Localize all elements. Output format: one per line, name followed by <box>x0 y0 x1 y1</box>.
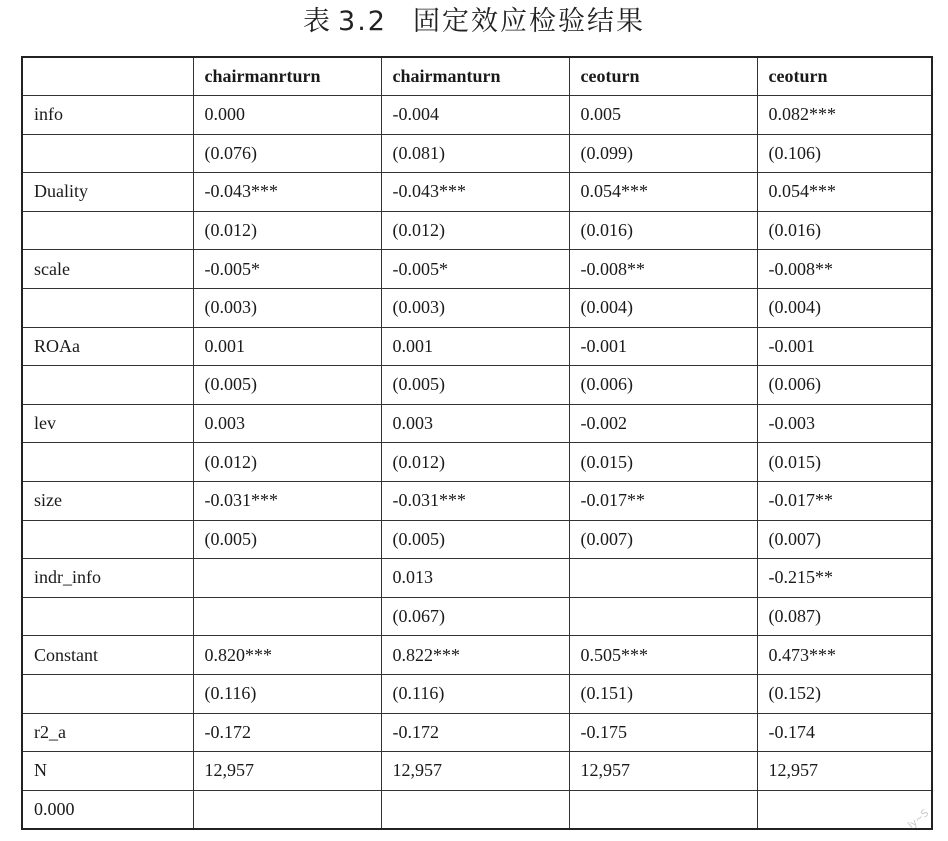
value-cell: (0.116) <box>193 674 381 713</box>
value-cell <box>569 790 757 829</box>
value-cell: (0.015) <box>569 443 757 482</box>
value-cell: -0.043*** <box>193 173 381 212</box>
value-cell: (0.004) <box>569 288 757 327</box>
value-cell: 0.005 <box>569 96 757 135</box>
value-cell: 12,957 <box>569 752 757 791</box>
table-row <box>22 211 932 250</box>
value-cell: 0.505*** <box>569 636 757 675</box>
row-label-cell: ROAa <box>22 327 193 366</box>
value-cell: -0.172 <box>193 713 381 752</box>
value-cell: (0.081) <box>381 134 569 173</box>
row-label-cell <box>22 443 193 482</box>
row-label-cell <box>22 597 193 636</box>
table-row <box>22 790 932 829</box>
value-cell: -0.215** <box>757 559 932 598</box>
value-cell: -0.008** <box>757 250 932 289</box>
value-cell: (0.007) <box>569 520 757 559</box>
value-cell: -0.031*** <box>193 481 381 520</box>
value-cell <box>569 559 757 598</box>
value-cell: (0.005) <box>381 520 569 559</box>
row-label-cell: 0.000 <box>22 790 193 829</box>
table-row <box>22 366 932 405</box>
value-cell: 0.822*** <box>381 636 569 675</box>
row-label-cell: Constant <box>22 636 193 675</box>
row-label-cell: Duality <box>22 173 193 212</box>
table-body <box>22 96 932 830</box>
header-cell-chairmanrturn: chairmanrturn <box>193 57 381 96</box>
header-cell-chairmanturn: chairmanturn <box>381 57 569 96</box>
value-cell: (0.012) <box>381 443 569 482</box>
value-cell: (0.004) <box>757 288 932 327</box>
row-label-cell: r2_a <box>22 713 193 752</box>
value-cell: -0.005* <box>381 250 569 289</box>
value-cell: -0.008** <box>569 250 757 289</box>
value-cell: 0.000 <box>193 96 381 135</box>
value-cell: (0.087) <box>757 597 932 636</box>
value-cell: (0.106) <box>757 134 932 173</box>
value-cell: (0.005) <box>381 366 569 405</box>
value-cell <box>193 597 381 636</box>
value-cell: 12,957 <box>193 752 381 791</box>
table-title-number: 3.2 <box>338 6 387 37</box>
value-cell: -0.003 <box>757 404 932 443</box>
table-row <box>22 443 932 482</box>
table-row <box>22 96 932 135</box>
value-cell: -0.174 <box>757 713 932 752</box>
value-cell: -0.001 <box>757 327 932 366</box>
row-label-cell <box>22 134 193 173</box>
value-cell: -0.017** <box>757 481 932 520</box>
value-cell <box>193 559 381 598</box>
table-title-text: 固定效应检验结果 <box>412 6 645 37</box>
value-cell: (0.006) <box>569 366 757 405</box>
value-cell: 0.473*** <box>757 636 932 675</box>
value-cell: (0.007) <box>757 520 932 559</box>
value-cell: (0.116) <box>381 674 569 713</box>
table-row <box>22 481 932 520</box>
table-row <box>22 674 932 713</box>
value-cell: 0.054*** <box>757 173 932 212</box>
table-row <box>22 520 932 559</box>
value-cell: 0.820*** <box>193 636 381 675</box>
row-label-cell <box>22 211 193 250</box>
row-label-cell: indr_info <box>22 559 193 598</box>
value-cell: (0.067) <box>381 597 569 636</box>
value-cell: 0.054*** <box>569 173 757 212</box>
value-cell: (0.012) <box>193 443 381 482</box>
value-cell: -0.017** <box>569 481 757 520</box>
value-cell: -0.043*** <box>381 173 569 212</box>
value-cell: 0.003 <box>381 404 569 443</box>
row-label-cell: info <box>22 96 193 135</box>
value-cell: -0.002 <box>569 404 757 443</box>
table-row <box>22 173 932 212</box>
table-row <box>22 134 932 173</box>
value-cell: 12,957 <box>757 752 932 791</box>
table-title <box>0 4 948 40</box>
value-cell: 12,957 <box>381 752 569 791</box>
value-cell <box>193 790 381 829</box>
row-label-cell <box>22 674 193 713</box>
value-cell: (0.005) <box>193 520 381 559</box>
table-title-prefix: 表 <box>303 6 333 37</box>
value-cell: (0.006) <box>757 366 932 405</box>
table-row <box>22 327 932 366</box>
value-cell: 0.013 <box>381 559 569 598</box>
table-row <box>22 752 932 791</box>
value-cell: 0.001 <box>381 327 569 366</box>
value-cell: (0.012) <box>381 211 569 250</box>
value-cell: -0.004 <box>381 96 569 135</box>
value-cell: (0.016) <box>569 211 757 250</box>
table-row <box>22 559 932 598</box>
value-cell: -0.001 <box>569 327 757 366</box>
value-cell: (0.152) <box>757 674 932 713</box>
header-cell-blank <box>22 57 193 96</box>
table-row <box>22 250 932 289</box>
value-cell: -0.031*** <box>381 481 569 520</box>
regression-results-table <box>21 56 933 830</box>
value-cell: -0.175 <box>569 713 757 752</box>
table-row <box>22 404 932 443</box>
value-cell: (0.016) <box>757 211 932 250</box>
row-label-cell <box>22 288 193 327</box>
row-label-cell: scale <box>22 250 193 289</box>
row-label-cell <box>22 366 193 405</box>
value-cell <box>381 790 569 829</box>
value-cell: (0.151) <box>569 674 757 713</box>
header-row <box>22 57 932 96</box>
watermark: ly~S <box>905 807 931 832</box>
header-cell-ceoturn-1: ceoturn <box>569 57 757 96</box>
row-label-cell: N <box>22 752 193 791</box>
value-cell: 0.003 <box>193 404 381 443</box>
row-label-cell: size <box>22 481 193 520</box>
row-label-cell <box>22 520 193 559</box>
value-cell: -0.005* <box>193 250 381 289</box>
table-row <box>22 288 932 327</box>
value-cell: (0.003) <box>381 288 569 327</box>
value-cell: (0.012) <box>193 211 381 250</box>
row-label-cell: lev <box>22 404 193 443</box>
value-cell: (0.005) <box>193 366 381 405</box>
header-cell-ceoturn-2: ceoturn <box>757 57 932 96</box>
value-cell: (0.015) <box>757 443 932 482</box>
value-cell: 0.082*** <box>757 96 932 135</box>
value-cell: (0.076) <box>193 134 381 173</box>
table-row <box>22 636 932 675</box>
value-cell: 0.001 <box>193 327 381 366</box>
value-cell <box>569 597 757 636</box>
value-cell: -0.172 <box>381 713 569 752</box>
value-cell: (0.003) <box>193 288 381 327</box>
table-row <box>22 597 932 636</box>
table-row <box>22 713 932 752</box>
value-cell: (0.099) <box>569 134 757 173</box>
